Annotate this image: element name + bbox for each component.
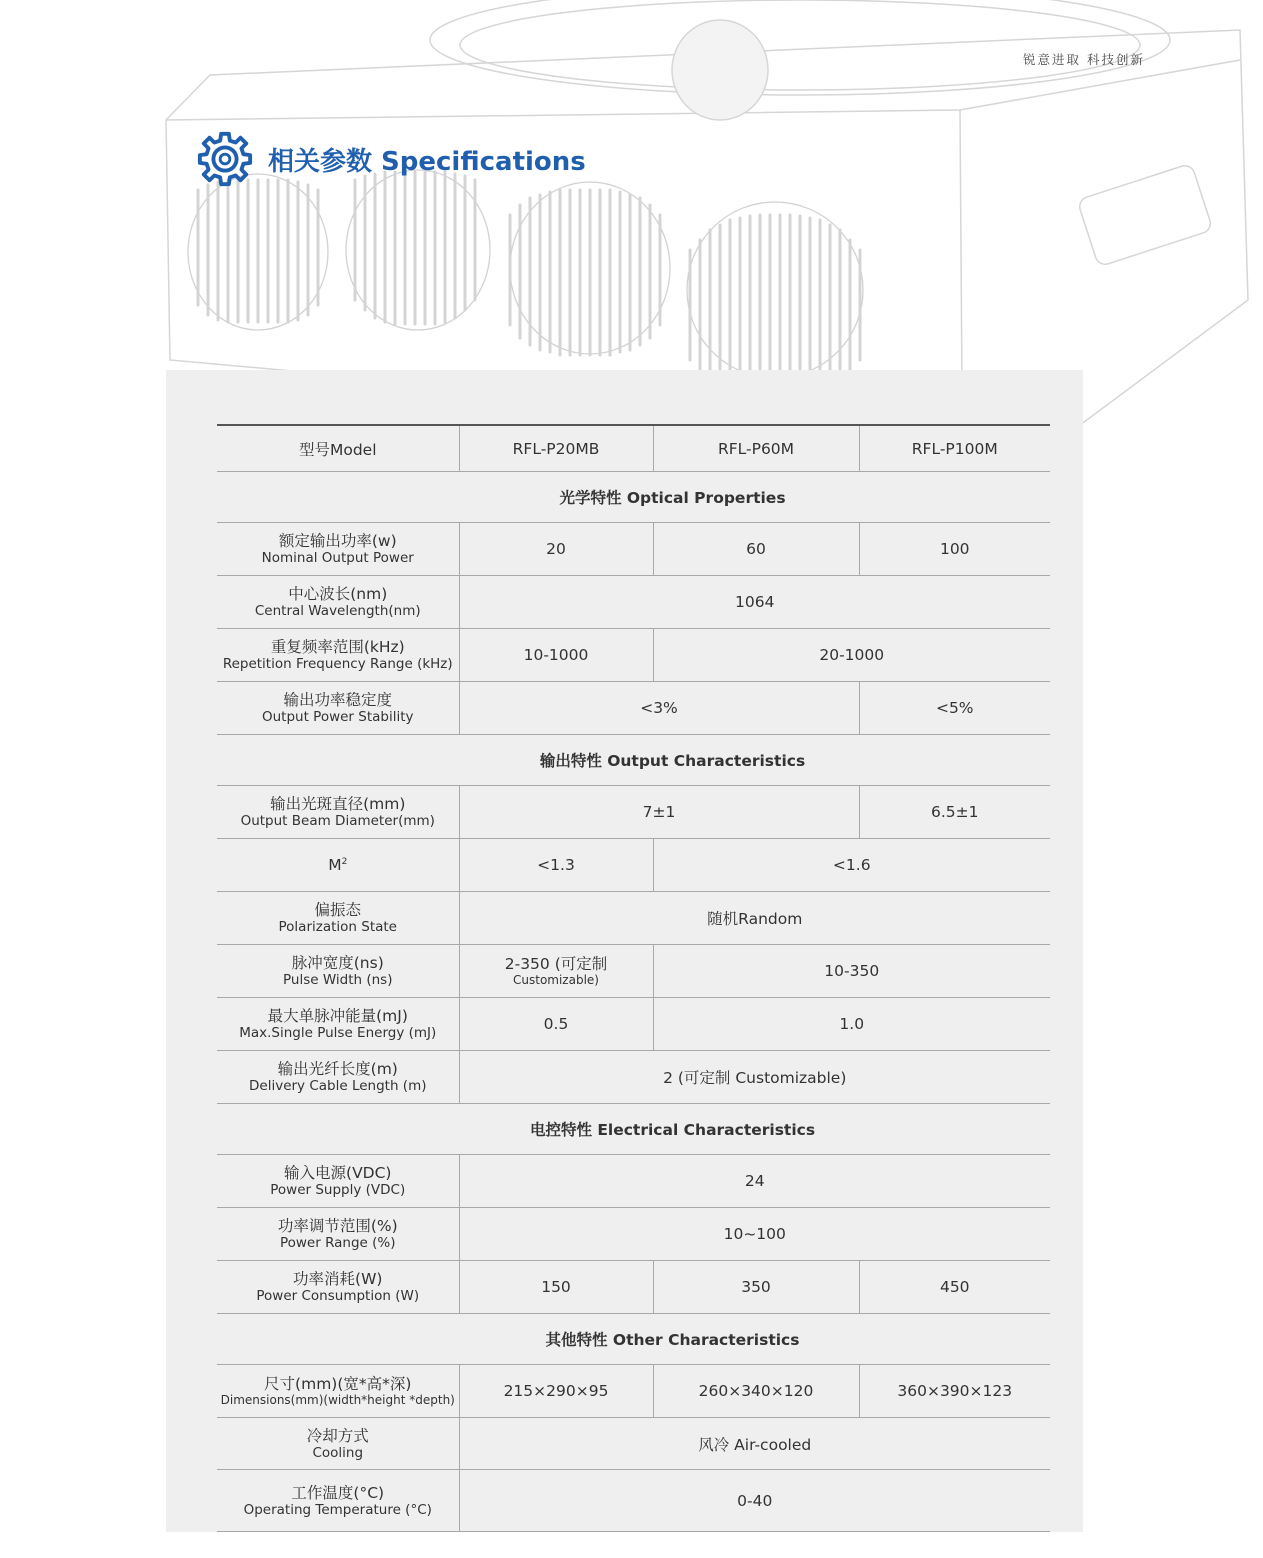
- specifications-table: [217, 424, 1050, 1532]
- label-en: Cooling: [312, 1444, 364, 1461]
- table-row: [217, 786, 1050, 839]
- cell: 1064: [459, 576, 1050, 629]
- label-zh: 功率调节范围(%): [277, 1217, 398, 1235]
- table-row: [217, 1261, 1050, 1314]
- cell: <5%: [859, 682, 1050, 735]
- table-row: [217, 945, 1050, 998]
- label-zh: 输入电源(VDC): [284, 1164, 392, 1182]
- table-row: [217, 1418, 1050, 1470]
- cell: 215×290×95: [459, 1365, 653, 1418]
- table-row: [217, 839, 1050, 892]
- cell: 1.0: [653, 998, 1050, 1051]
- row-label: [217, 576, 459, 629]
- label-zh: 输出光斑直径(mm): [270, 795, 406, 813]
- row-label: [217, 1261, 459, 1314]
- cell: 360×390×123: [859, 1365, 1050, 1418]
- cell: <3%: [459, 682, 859, 735]
- label-en: Polarization State: [278, 919, 397, 935]
- row-label: [217, 629, 459, 682]
- row-label: [217, 523, 459, 576]
- label-en: Power Supply (VDC): [270, 1182, 406, 1198]
- label-zh: 偏振态: [314, 901, 361, 919]
- table-row: [217, 629, 1050, 682]
- brand-tagline: 锐意进取 科技创新: [1023, 52, 1145, 67]
- label-zh: 输出功率稳定度: [283, 691, 392, 709]
- cell-sub: Customizable: [513, 972, 595, 987]
- row-label: [217, 892, 459, 945]
- cell: 风冷 Air-cooled: [459, 1418, 1050, 1470]
- m2-sup: 2: [341, 856, 348, 867]
- table-row: [217, 425, 1050, 472]
- row-label: [217, 1051, 459, 1104]
- cell: 6.5±1: [859, 786, 1050, 839]
- cell: 60: [653, 523, 859, 576]
- cell: 7±1: [459, 786, 859, 839]
- table-row: [217, 1365, 1050, 1418]
- label-zh: 功率消耗(W): [293, 1270, 383, 1288]
- cell: 10-1000: [459, 629, 653, 682]
- label-en: Delivery Cable Length (m): [249, 1078, 427, 1094]
- cell: 150: [459, 1261, 653, 1314]
- section-output: 输出特性 Output Characteristics: [217, 735, 1050, 786]
- label-zh: 中心波长(nm): [288, 585, 388, 603]
- cell: 260×340×120: [653, 1365, 859, 1418]
- cell: 20-1000: [653, 629, 1050, 682]
- m2-label: M: [328, 856, 342, 874]
- row-label: [217, 945, 459, 998]
- table-row: [217, 892, 1050, 945]
- section-optical: 光学特性 Optical Properties: [217, 472, 1050, 523]
- cell: <1.3: [459, 839, 653, 892]
- cell: <1.6: [653, 839, 1050, 892]
- cell: 0-40: [459, 1470, 1050, 1532]
- label-en: Central Wavelength(nm): [254, 603, 421, 619]
- label-en: Dimensions(mm)(width*height *depth): [220, 1392, 455, 1407]
- label-en: Output Beam Diameter(mm): [240, 813, 435, 829]
- label-zh: 工作温度(°C): [291, 1483, 385, 1502]
- row-label: [217, 1470, 459, 1532]
- table-row: [217, 1208, 1050, 1261]
- label-zh: 额定输出功率(w): [278, 532, 397, 550]
- label-en: Power Consumption (W): [256, 1288, 420, 1304]
- row-label: [217, 1208, 459, 1261]
- page-title: 相关参数 Specifications: [268, 146, 586, 177]
- table-row: [217, 576, 1050, 629]
- label-zh: 冷却方式: [306, 1426, 369, 1445]
- label-en: Max.Single Pulse Energy (mJ): [239, 1025, 437, 1041]
- label-en: Repetition Frequency Range (kHz): [222, 656, 453, 672]
- cell: 随机Random: [459, 892, 1050, 945]
- cell: 24: [459, 1155, 1050, 1208]
- cell: 450: [859, 1261, 1050, 1314]
- model-1: RFL-P20MB: [459, 425, 653, 472]
- section-row: [217, 1314, 1050, 1365]
- row-label: [217, 682, 459, 735]
- gear-icon: [196, 130, 254, 188]
- table-row: [217, 1155, 1050, 1208]
- cell: 350: [653, 1261, 859, 1314]
- table-row: [217, 1470, 1050, 1532]
- label-en: Nominal Output Power: [261, 550, 414, 566]
- cell: 10~100: [459, 1208, 1050, 1261]
- model-3: RFL-P100M: [859, 425, 1050, 472]
- cell: 100: [859, 523, 1050, 576]
- table-row: [217, 998, 1050, 1051]
- row-label: [217, 998, 459, 1051]
- table-row: [217, 523, 1050, 576]
- section-row: [217, 472, 1050, 523]
- section-heading: [196, 130, 586, 188]
- cell: 10-350: [653, 945, 1050, 998]
- label-zh: 脉冲宽度(ns): [291, 954, 384, 972]
- label-zh: 尺寸(mm)(宽*高*深): [264, 1374, 412, 1393]
- label-zh: 重复频率范围(kHz): [270, 638, 405, 656]
- section-row: [217, 1104, 1050, 1155]
- label-zh: 最大单脉冲能量(mJ): [267, 1007, 408, 1025]
- label-en: Operating Temperature (°C): [243, 1501, 432, 1518]
- cell-main: 2-350 (可定制: [504, 954, 608, 973]
- table-row: [217, 682, 1050, 735]
- section-other: 其他特性 Other Characteristics: [217, 1314, 1050, 1365]
- row-label: [217, 839, 459, 892]
- cell: 20: [459, 523, 653, 576]
- model-2: RFL-P60M: [653, 425, 859, 472]
- cell: 2 (可定制 Customizable): [459, 1051, 1050, 1104]
- row-label: [217, 1365, 459, 1418]
- model-label: 型号Model: [217, 425, 459, 472]
- cell: [459, 945, 653, 998]
- label-zh: 输出光纤长度(m): [277, 1060, 398, 1078]
- row-label: [217, 786, 459, 839]
- table-row: [217, 1051, 1050, 1104]
- label-en: Power Range (%): [279, 1235, 396, 1251]
- section-electrical: 电控特性 Electrical Characteristics: [217, 1104, 1050, 1155]
- cell: 0.5: [459, 998, 653, 1051]
- row-label: [217, 1155, 459, 1208]
- section-row: [217, 735, 1050, 786]
- label-en: Output Power Stability: [261, 709, 414, 725]
- cell-close: ): [594, 972, 599, 987]
- row-label: [217, 1418, 459, 1470]
- label-en: Pulse Width (ns): [283, 972, 393, 988]
